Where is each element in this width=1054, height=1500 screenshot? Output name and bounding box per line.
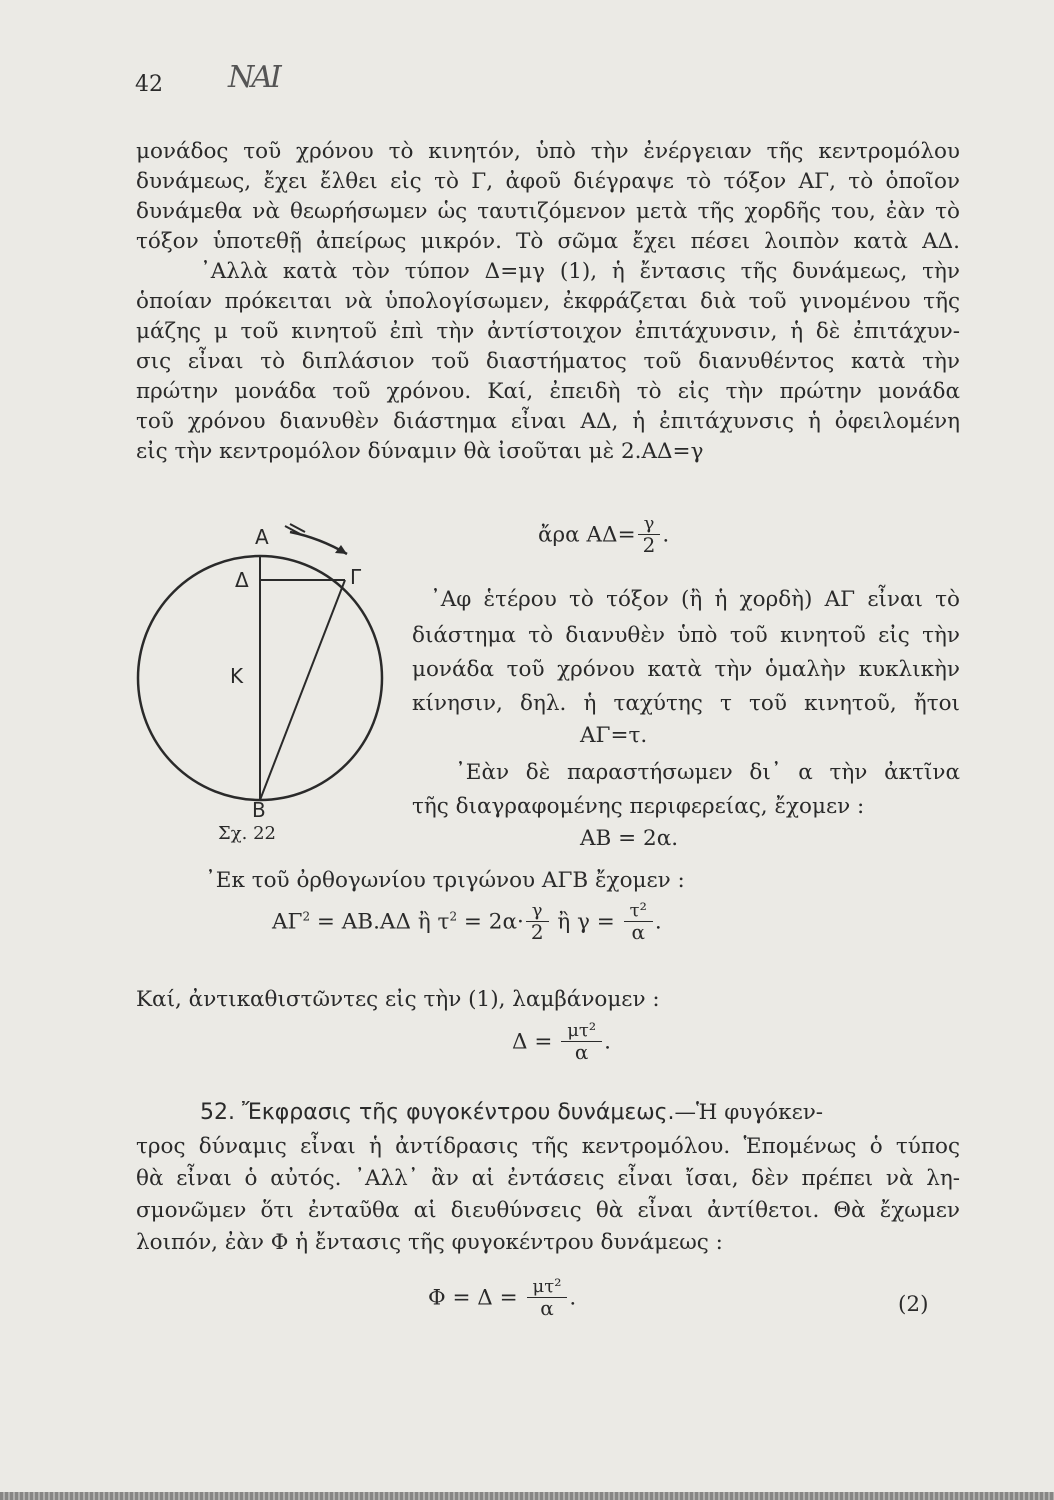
- frac-denominator: α: [574, 1039, 589, 1064]
- text-line: Καί, ἀντικαθιστῶντες εἰς τὴν (1), λαμβάνομεν :: [136, 987, 660, 1012]
- equation-main: [272, 902, 662, 943]
- text-line: ᾿Αφ ἑτέρου τὸ τόξον (ἢ ἡ χορδὴ) ΑΓ εἶναι τὸ: [430, 587, 960, 612]
- text-line: ᾿Εὰν δὲ παραστήσωμεν δι᾿ α τὴν ἀκτῖνα: [455, 760, 960, 785]
- frac-denominator: 2: [530, 919, 544, 944]
- fraction: [561, 1022, 602, 1063]
- label-A: Α: [255, 525, 269, 549]
- frac-numerator: μτ²: [561, 1022, 602, 1042]
- text-line: εἰς τὴν κεντρομόλον δύναμιν θὰ ἰσοῦται μὲ 2.ΑΔ=γ: [136, 439, 704, 464]
- equation-delta: [512, 1022, 611, 1063]
- label-G: Γ: [350, 565, 362, 589]
- label-D: Δ: [235, 568, 249, 592]
- frac-denominator: 2: [642, 532, 656, 557]
- label-B: Β: [252, 798, 266, 822]
- figure-caption: Σχ. 22: [218, 823, 276, 844]
- frac-numerator: μτ²: [527, 1278, 568, 1298]
- frac-numerator: γ: [638, 515, 661, 535]
- equation-ab: ΑΒ = 2α.: [580, 826, 679, 851]
- text-line: διάστημα τὸ διανυθὲν ὑπὸ τοῦ κινητοῦ εἰς τὴν: [412, 623, 960, 648]
- text-span: —Ἡ φυγόκεν-: [674, 1100, 824, 1125]
- frac-denominator: α: [631, 919, 645, 944]
- section-heading: 52. Ἔκφρασις τῆς φυγοκέντρου δυνάμεως.: [200, 1100, 675, 1125]
- text-line: σις εἶναι τὸ διπλάσιον τοῦ διαστήματος τοῦ διανυθέντος κατὰ τὴν: [136, 349, 960, 374]
- eq-part: = ΑΒ.ΑΔ ἢ τ: [310, 909, 450, 935]
- text-line: τόξον ὑποτεθῇ ἀπείρως μικρόν. Τὸ σῶμα ἔχει πέσει λοιπὸν κατὰ ΑΔ.: [136, 229, 960, 254]
- equation-phi: [428, 1278, 576, 1319]
- text-line: δυνάμεθα νὰ θεωρήσωμεν ὡς ταυτιζόμενον μετὰ τῆς χορδῆς του, ἐὰν τὸ: [136, 199, 960, 224]
- text-line: μονάδος τοῦ χρόνου τὸ κινητόν, ὑπὸ τὴν ἐνέργειαν τῆς κεντρομόλου: [136, 139, 960, 164]
- text-line: τρος δύναμις εἶναι ἡ ἀντίδρασις τῆς κεντρομόλου. Ἑπομένως ὁ τύπος: [136, 1134, 960, 1159]
- eq-part: ΑΓ: [272, 909, 303, 935]
- label-K: Κ: [230, 664, 244, 688]
- chord-GB: [260, 580, 345, 800]
- fraction: [638, 515, 661, 556]
- text-line: πρώτην μονάδα τοῦ χρόνου. Καί, ἐπειδὴ τὸ εἰς τὴν πρώτην μονάδα: [136, 379, 960, 404]
- fraction: [526, 902, 549, 943]
- text-line: μάζης μ τοῦ κινητοῦ ἐπὶ τὴν ἀντίστοιχον ἐπιτάχυνσιν, ἡ δὲ ἐπιτάχυν-: [136, 319, 960, 344]
- eq-lhs: Δ =: [512, 1029, 560, 1055]
- eq-lhs: ἄρα ΑΔ=: [538, 522, 636, 548]
- equation-number: (2): [898, 1292, 929, 1317]
- equation-ara: [538, 515, 669, 556]
- eq-tail: .: [654, 909, 662, 935]
- text-line: κίνησιν, δηλ. ἡ ταχύτης τ τοῦ κινητοῦ, ἤτοι: [412, 691, 960, 716]
- frac-denominator: α: [540, 1295, 554, 1320]
- text-line: τοῦ χρόνου διανυθὲν διάστημα εἶναι ΑΔ, ἡ ἐπιτάχυνσις ἡ ὀφειλομένη: [136, 409, 960, 434]
- text-line: λοιπόν, ἐὰν Φ ἡ ἔντασις τῆς φυγοκέντρου δυνάμεως :: [136, 1230, 723, 1255]
- text-line: ᾿Αλλὰ κατὰ τὸν τύπον Δ=μγ (1), ἡ ἔντασις τῆς δυνάμεως, τὴν: [200, 259, 960, 284]
- fraction: [527, 1278, 568, 1319]
- page-number: 42: [135, 72, 163, 97]
- text-line: δυνάμεως, ἔχει ἔλθει εἰς τὸ Γ, ἀφοῦ διέγραψε τὸ τόξον ΑΓ, τὸ ὁποῖον: [136, 169, 960, 194]
- text-line: σμονῶμεν ὅτι ἐνταῦθα αἱ διευθύνσεις θὰ εἶναι ἀντίθετοι. Θὰ ἔχωμεν: [136, 1198, 960, 1223]
- page-edge-strip: [0, 1492, 1054, 1500]
- eq-tail: .: [569, 1285, 577, 1311]
- eq-part: = 2α·: [457, 909, 524, 935]
- text-line: ὁποίαν πρόκειται νὰ ὑπολογίσωμεν, ἐκφράζεται διὰ τοῦ γινομένου τῆς: [136, 289, 960, 314]
- circle-figure: [125, 520, 405, 820]
- text-line: μονάδα τοῦ χρόνου κατὰ τὴν ὁμαλὴν κυκλικὴν: [412, 657, 960, 682]
- frac-numerator: τ²: [624, 902, 653, 922]
- eq-tail: .: [604, 1029, 611, 1055]
- text-line: θὰ εἶναι ὁ αὐτός. ᾿Αλλ᾿ ἂν αἱ ἐντάσεις εἶναι ἴσαι, δὲν πρέπει νὰ λη-: [136, 1166, 960, 1191]
- frac-numerator: γ: [526, 902, 549, 922]
- text-line: τῆς διαγραφομένης περιφερείας, ἔχομεν :: [412, 794, 865, 819]
- eq-lhs: Φ = Δ =: [428, 1285, 525, 1311]
- fraction: [624, 902, 653, 943]
- eq-sup: 2: [449, 909, 458, 924]
- text-line: ᾿Εκ τοῦ ὀρθογωνίου τριγώνου ΑΓΒ ἔχομεν :: [205, 868, 685, 893]
- equation-ag: ΑΓ=τ.: [580, 723, 648, 748]
- eq-part: ἢ γ =: [550, 909, 622, 935]
- section-52-first-line: [200, 1100, 960, 1125]
- handwritten-stamp: ΝΑΙ: [228, 60, 279, 95]
- eq-sup: 2: [302, 909, 311, 924]
- eq-tail: .: [662, 522, 670, 548]
